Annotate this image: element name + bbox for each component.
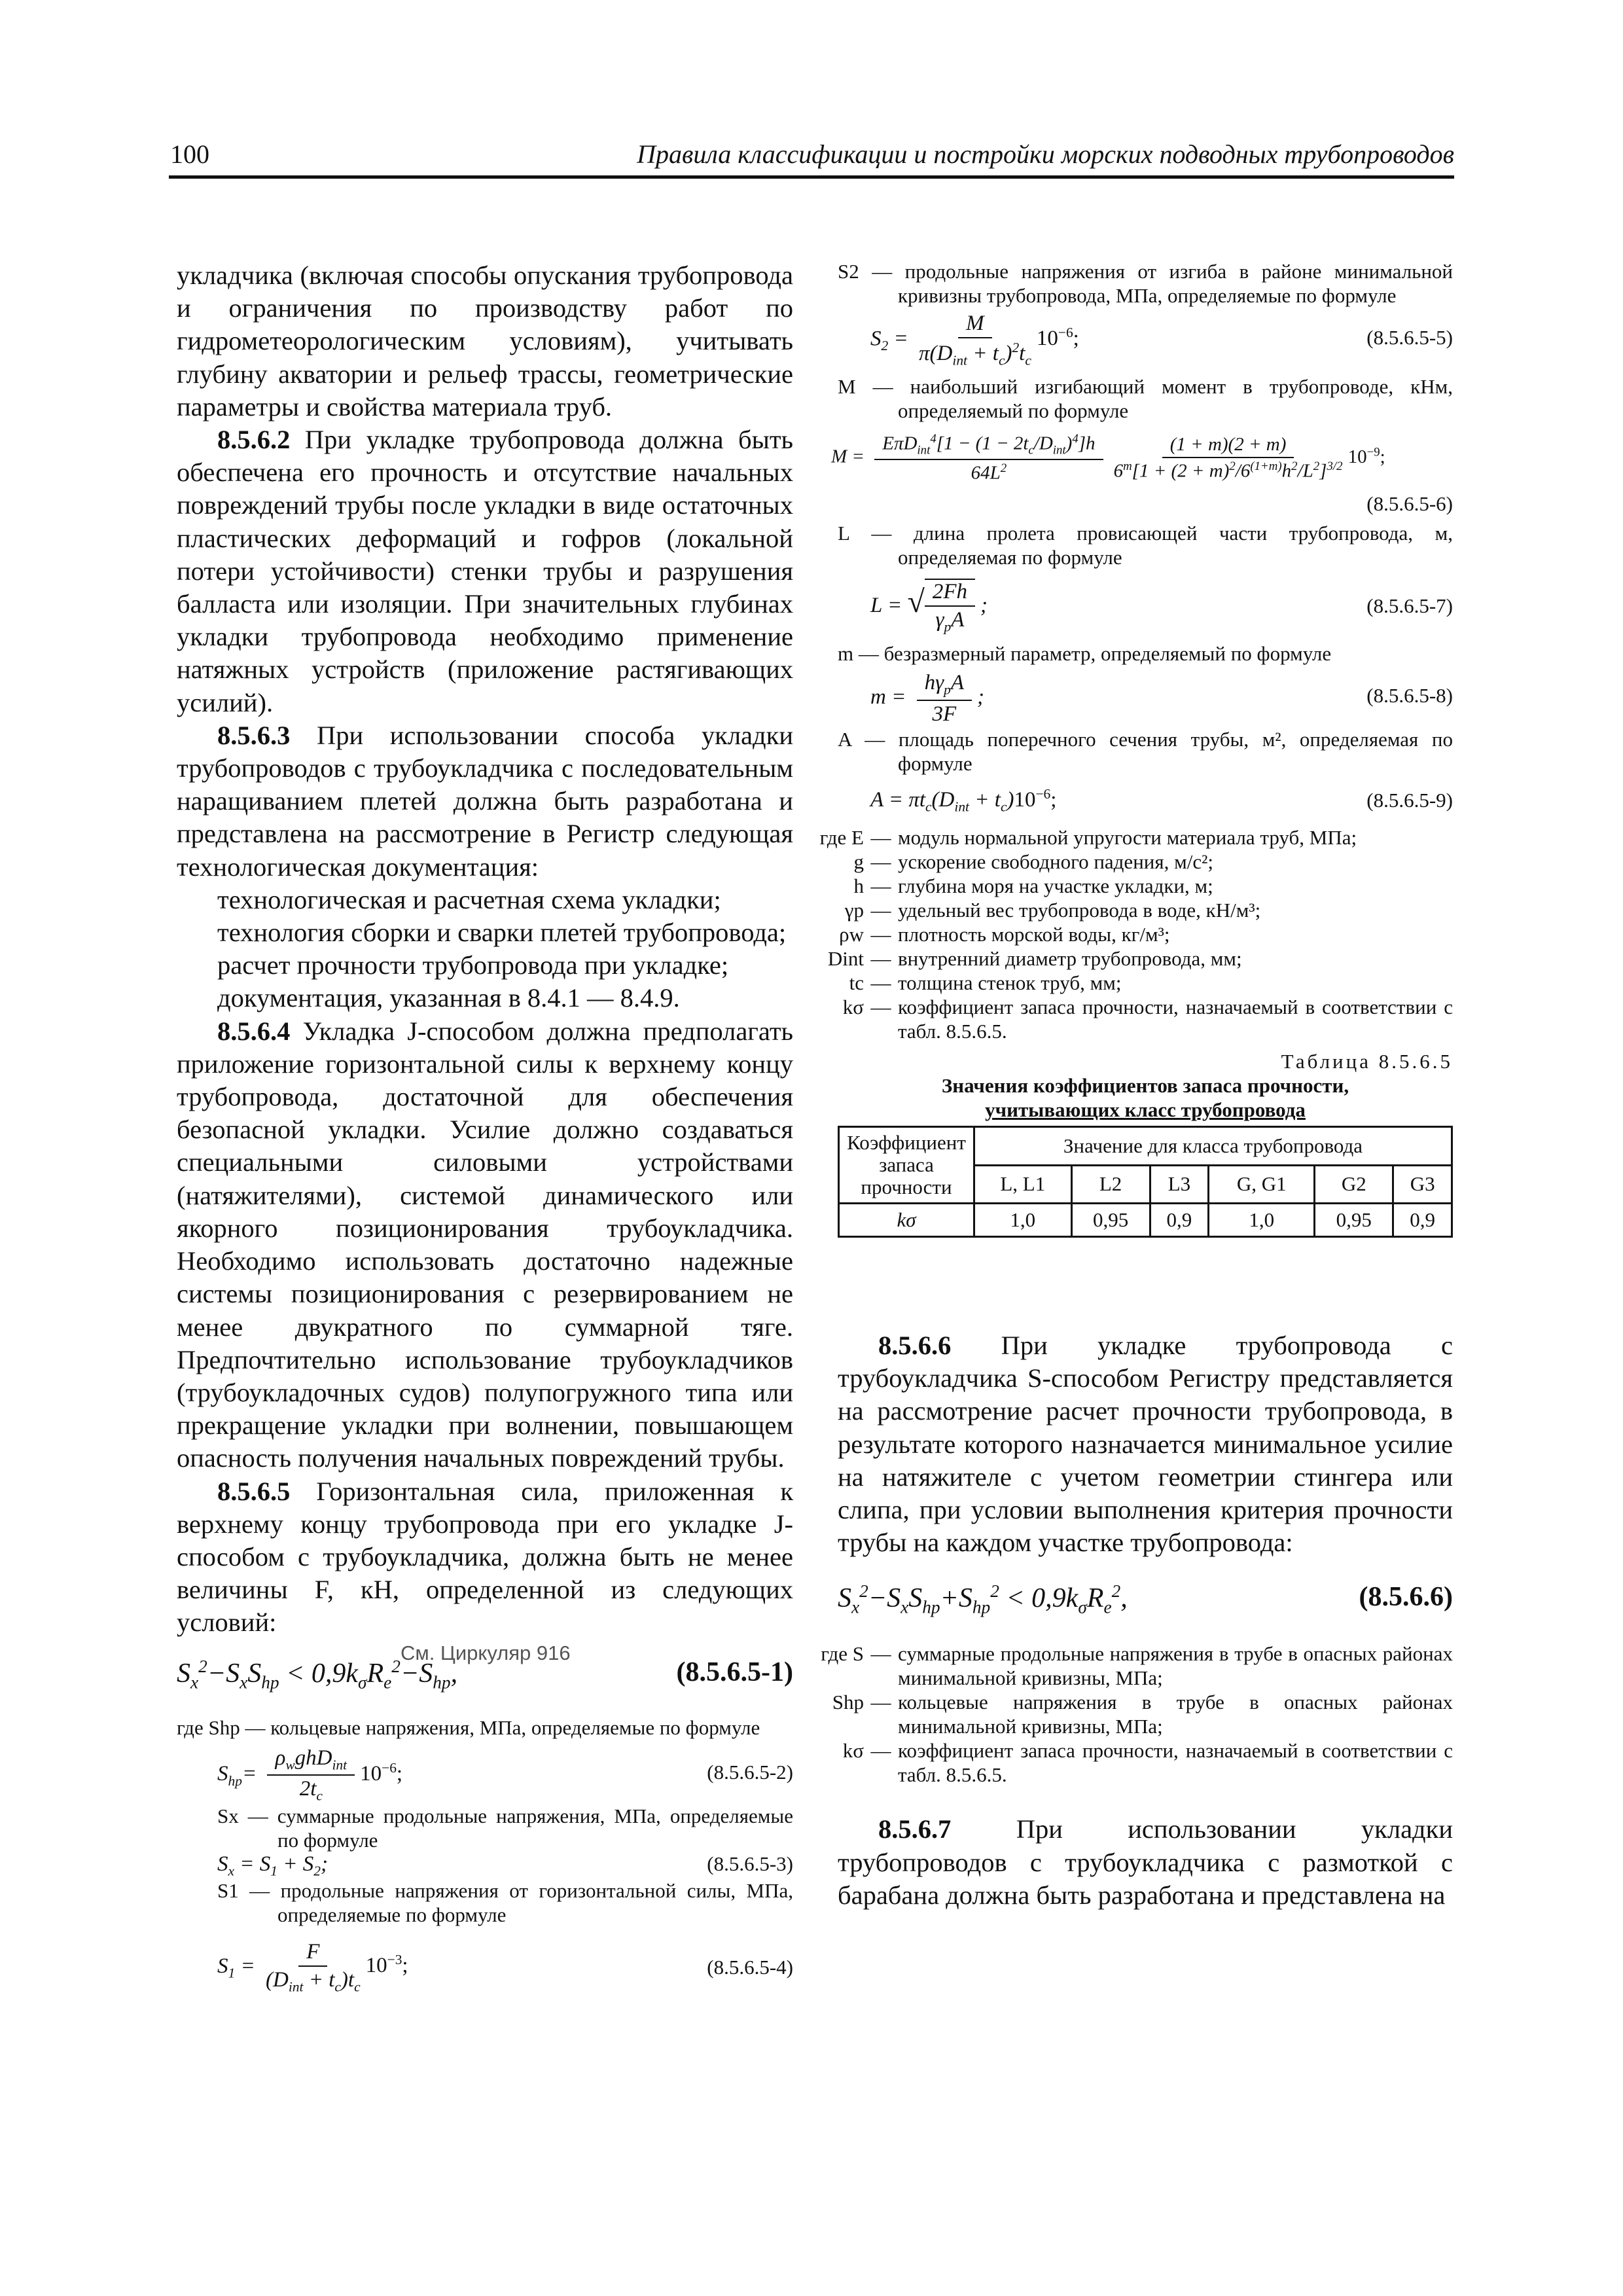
paragraph-continuation: укладчика (включая способы опускания трубопровода и ограничения по производству работ по гидрометеорологическим условиям), учитывать глубину акватории и рельеф трассы, геометрические параметры и свойства материала труб. [177, 260, 793, 422]
table-title: Значения коэффициентов запаса прочности, [941, 1074, 1349, 1097]
variable-row: h — глубина моря на участке укладки, м; [853, 874, 1213, 897]
paragraph-8-5-6-6: 8.5.6.6 При укладке трубопровода с трубоукладчика S-способом Регистру представляется на рассмотрение расчет прочности трубопровода, в результате которого назначается минимальное усилие на натяжителе с учетом геометрии стингера или слипа, при условии выполнения критерия прочности трубы на каждом участке трубопровода: [838, 1331, 1453, 1558]
right-column [819, 259, 1453, 1912]
paragraph-8-5-6-2: 8.5.6.2 При укладке трубопровода должна быть обеспечена его прочность и отсутствие начальных повреждений трубы после укладки в виде остаточных пластических деформаций и гофров (локальной потери устойчивости) стенки трубы и разрушения балласта или изоляции. При значительных глубинах укладки трубопровода необходимо применение натяжных устройств (приложение растягивающих усилий). [177, 425, 793, 717]
equation-8-5-6-6: $S_x^2-S_xS_{hp}+S_{hp}^2 < 0,9k_\sigma R_e^2$, (8.5.6.6) [838, 1581, 1453, 1617]
variable-list [772, 1641, 1453, 1787]
equation-number: (8.5.6.5-2) [707, 1760, 793, 1784]
safety-factor-table [838, 1126, 1453, 1238]
table-title: учитывающих класс трубопровода [985, 1098, 1306, 1121]
list-item: расчет прочности трубопровода при укладке; [217, 950, 729, 980]
table-row [839, 1204, 1452, 1237]
table-header: L2 [1071, 1165, 1150, 1204]
table-cell: kσ [839, 1204, 974, 1237]
definition-l: L — длина пролета провисающей части трубопровода, м, определяемая по формуле [838, 522, 1453, 569]
definition-s1: S1 — продольные напряжения от горизонтальной силы, МПа, определяемые по формуле [217, 1878, 793, 1926]
variable-row: где S — суммарные продольные напряжения в трубе в опасных районах минимальной кривизны, МПа; [821, 1642, 1453, 1690]
table-header: G2 [1315, 1165, 1393, 1204]
definition-m: M — наибольший изгибающий момент в трубопроводе, кНм, определяемый по формуле [838, 375, 1453, 422]
equation-number: (8.5.6.5-6) [1366, 492, 1453, 515]
table-header: L3 [1150, 1165, 1209, 1204]
running-title: Правила классификации и постройки морских подводных трубопроводов [637, 139, 1454, 169]
variable-row: kσ — коэффициент запаса прочности, назначаемый в соответствии с табл. 8.5.6.5. [842, 996, 1453, 1043]
variable-row: ρw — плотность морской воды, кг/м³; [839, 923, 1170, 946]
variable-row: где E — модуль нормальной упругости материала труб, МПа; [819, 826, 1357, 849]
table-cell: 0,9 [1393, 1204, 1452, 1237]
equation-8-5-6-5-6: M = $\frac{E\pi D_{int}^4[1 - (1 - 2t_c/D_{int})^4]h}{64L^2}$ $\frac{(1 + m)(2 + m)}{6^m[1 + (2 + m)^2/6^{(1+m)}h^2/L^2]^{3/2}}$ $10^{-9}$; (8.5.6.5-6) [831, 432, 1453, 515]
table-header: G3 [1393, 1165, 1452, 1204]
header-rule [169, 175, 1454, 179]
list-item: технология сборки и сварки плетей трубопровода; [217, 918, 787, 948]
equation-number: (8.5.6.5-8) [1366, 684, 1453, 707]
equation-8-5-6-5-4: $S_1$ = $\frac{F}{(D_{int} + t_c)t_c}$ $10^{-3}$; (8.5.6.5-4) [217, 1939, 793, 1995]
definition-sx: Sx — суммарные продольные напряжения, МПа, определяемые по формуле [217, 1804, 793, 1852]
table-header: Значение для класса трубопровода [974, 1127, 1452, 1166]
variable-row: Shp — кольцевые напряжения в трубе в опасных районах минимальной кривизны, МПа; [832, 1691, 1453, 1738]
variable-row: tc — толщина стенок труб, мм; [849, 971, 1122, 994]
definition-m-param: m — безразмерный параметр, определяемый по формуле [838, 642, 1332, 665]
definition-s2: S2 — продольные напряжения от изгиба в районе минимальной кривизны трубопровода, МПа, определяемые по формуле [838, 260, 1453, 307]
paragraph-8-5-6-4: 8.5.6.4 Укладка J-способом должна предполагать приложение горизонтальной силы к верхнему концу трубопровода, достаточной для обеспечения безопасной укладки. Усилие должно создаваться специальными силовыми устройствами (натяжителями), системой динамического или якорного позиционирования трубоукладчика. Необходимо использовать достаточно надежные системы позиционирования с резервированием не менее двукратного по суммарной тяге. Предпочтительно использование трубоукладчиков (трубоукладочных судов) полупогружного типа или прекращение укладки при волнении, повышающем опасность получения начальных повреждений трубы. [177, 1016, 793, 1473]
table-header: G, G1 [1209, 1165, 1315, 1204]
variable-row: kσ — коэффициент запаса прочности, назначаемый в соответствии с табл. 8.5.6.5. [842, 1739, 1453, 1787]
variable-row: Dint — внутренний диаметр трубопровода, мм; [827, 947, 1242, 970]
list-item: технологическая и расчетная схема укладки; [217, 884, 721, 914]
paragraph-8-5-6-7: 8.5.6.7 При использовании укладки трубопроводов с трубоукладчика с размоткой с барабана должна быть разработана и представлена на [838, 1814, 1453, 1910]
table-cell: 1,0 [974, 1204, 1072, 1237]
equation-number: (8.5.6.5-7) [1366, 594, 1453, 617]
equation-number: (8.5.6.6) [1359, 1582, 1453, 1613]
table-header: Коэффициент запаса прочности [839, 1127, 974, 1204]
equation-8-5-6-5-3: $S_x = S_1 + S_2$; (8.5.6.5-3) [217, 1852, 793, 1879]
equation-8-5-6-5-2: $S_{hp}=$ $\frac{\rho_wghD_{int}}{2t_c}$ $10^{-6}$; (8.5.6.5-2) [217, 1746, 793, 1804]
definition-a: A — площадь поперечного сечения трубы, м², определяемая по формуле [838, 728, 1453, 775]
equation-number: (8.5.6.5-3) [707, 1852, 793, 1875]
table-cell: 0,95 [1071, 1204, 1150, 1237]
equation-number: (8.5.6.5-1) [676, 1657, 793, 1687]
equation-number: (8.5.6.5-9) [1366, 789, 1453, 812]
table-cell: 0,95 [1315, 1204, 1393, 1237]
variable-row: g — ускорение свободного падения, м/с²; [853, 850, 1214, 873]
variable-row: γp — удельный вес трубопровода в воде, кН/м³; [844, 899, 1261, 922]
equation-8-5-6-5-1: $S_x^2-S_xS_{hp} < 0,9k_\sigma R_e^2-S_{hp}$, (8.5.6.5-1) [177, 1656, 793, 1692]
table-cell: 0,9 [1150, 1204, 1209, 1237]
paragraph-8-5-6-5: 8.5.6.5 Горизонтальная сила, приложенная к верхнему концу трубопровода при его укладке J-способом с трубоукладчика, должна быть не менее величины F, кН, определенной из следующих условий: [177, 1476, 793, 1638]
circular-note: См. Циркуляр 916 [401, 1641, 571, 1664]
page-number: 100 [170, 139, 209, 169]
equation-8-5-6-5-9: $A = \pi t_c(D_{int} + t_c)10^{-6}$; (8.5.6.5-9) [870, 786, 1453, 815]
table-header: L, L1 [974, 1165, 1072, 1204]
equation-8-5-6-5-7: L = √ $\frac{2Fh}{\gamma_pA}$ ; (8.5.6.5-7) [870, 580, 1453, 635]
table-caption: Таблица 8.5.6.5 [1281, 1050, 1453, 1073]
variable-list [772, 825, 1453, 1043]
paragraph-8-5-6-3: 8.5.6.3 При использовании способа укладки трубопроводов с трубоукладчика с последовательным наращиванием плетей должна быть разработана и представлена на рассмотрение в Регистр следующая технологическая документация: [177, 720, 793, 882]
equation-number: (8.5.6.5-4) [707, 1955, 793, 1979]
equation-8-5-6-5-5: $S_2$ = $\frac{M}{\pi(D_{int} + t_c)^2t_c}$ $10^{-6}$; (8.5.6.5-5) [870, 312, 1453, 368]
table-cell: 1,0 [1209, 1204, 1315, 1237]
left-column [177, 259, 793, 1999]
equation-8-5-6-5-8: m = $\frac{h\gamma_pA}{3F}$ ; (8.5.6.5-8) [870, 671, 1453, 726]
definition-shp: где Shp — кольцевые напряжения, МПа, определяемые по формуле [177, 1715, 760, 1739]
list-item: документация, указанная в 8.4.1 — 8.4.9. [217, 983, 680, 1013]
equation-number: (8.5.6.5-5) [1366, 326, 1453, 349]
